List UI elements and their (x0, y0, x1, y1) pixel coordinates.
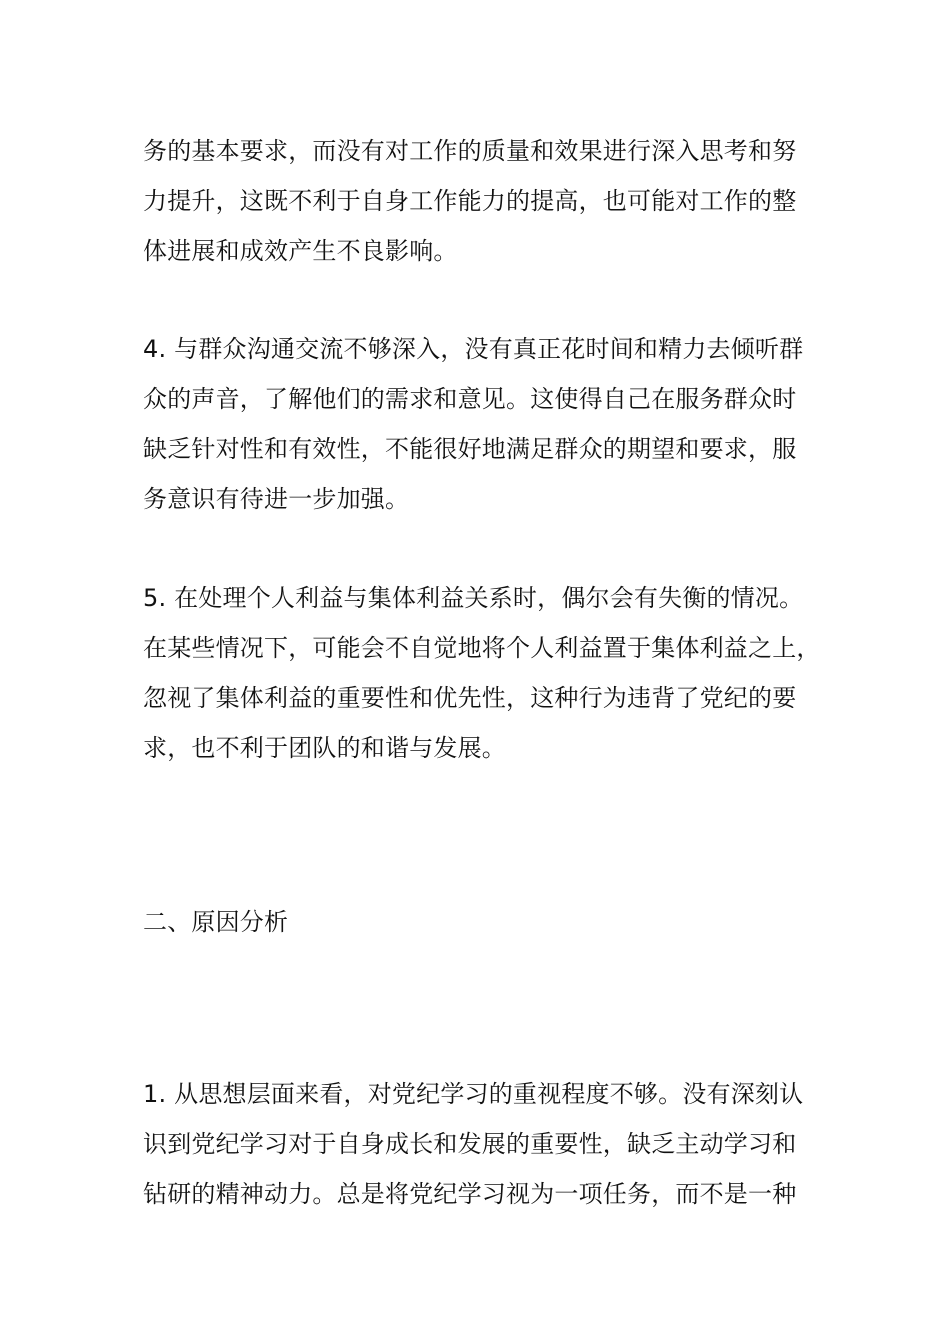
text-line: 识到党纪学习对于自身成长和发展的重要性，缺乏主动学习和 (143, 1130, 797, 1158)
text-line: 4. 与群众沟通交流不够深入，没有真正花时间和精力去倾听群 (143, 335, 804, 363)
text-line: 缺乏针对性和有效性，不能很好地满足群众的期望和要求，服 (143, 435, 797, 463)
text-line: 5. 在处理个人利益与集体利益关系时，偶尔会有失衡的情况。 (143, 584, 804, 612)
text-line: 在某些情况下，可能会不自觉地将个人利益置于集体利益之上， (143, 634, 821, 662)
text-line: 1. 从思想层面来看，对党纪学习的重视程度不够。没有深刻认 (143, 1080, 804, 1108)
text-line: 务的基本要求，而没有对工作的质量和效果进行深入思考和努 (143, 137, 797, 165)
text-line: 务意识有待进一步加强。 (143, 485, 410, 513)
text-line: 钻研的精神动力。总是将党纪学习视为一项任务，而不是一种 (143, 1180, 797, 1208)
text-line: 力提升，这既不利于自身工作能力的提高，也可能对工作的整 (143, 187, 797, 215)
text-line: 求，也不利于团队的和谐与发展。 (143, 734, 506, 762)
text-line: 体进展和成效产生不良影响。 (143, 237, 458, 265)
text-line: 众的声音，了解他们的需求和意见。这使得自己在服务群众时 (143, 385, 797, 413)
heading-text: 二、原因分析 (143, 908, 289, 936)
text-line: 忽视了集体利益的重要性和优先性，这种行为违背了党纪的要 (143, 684, 797, 712)
